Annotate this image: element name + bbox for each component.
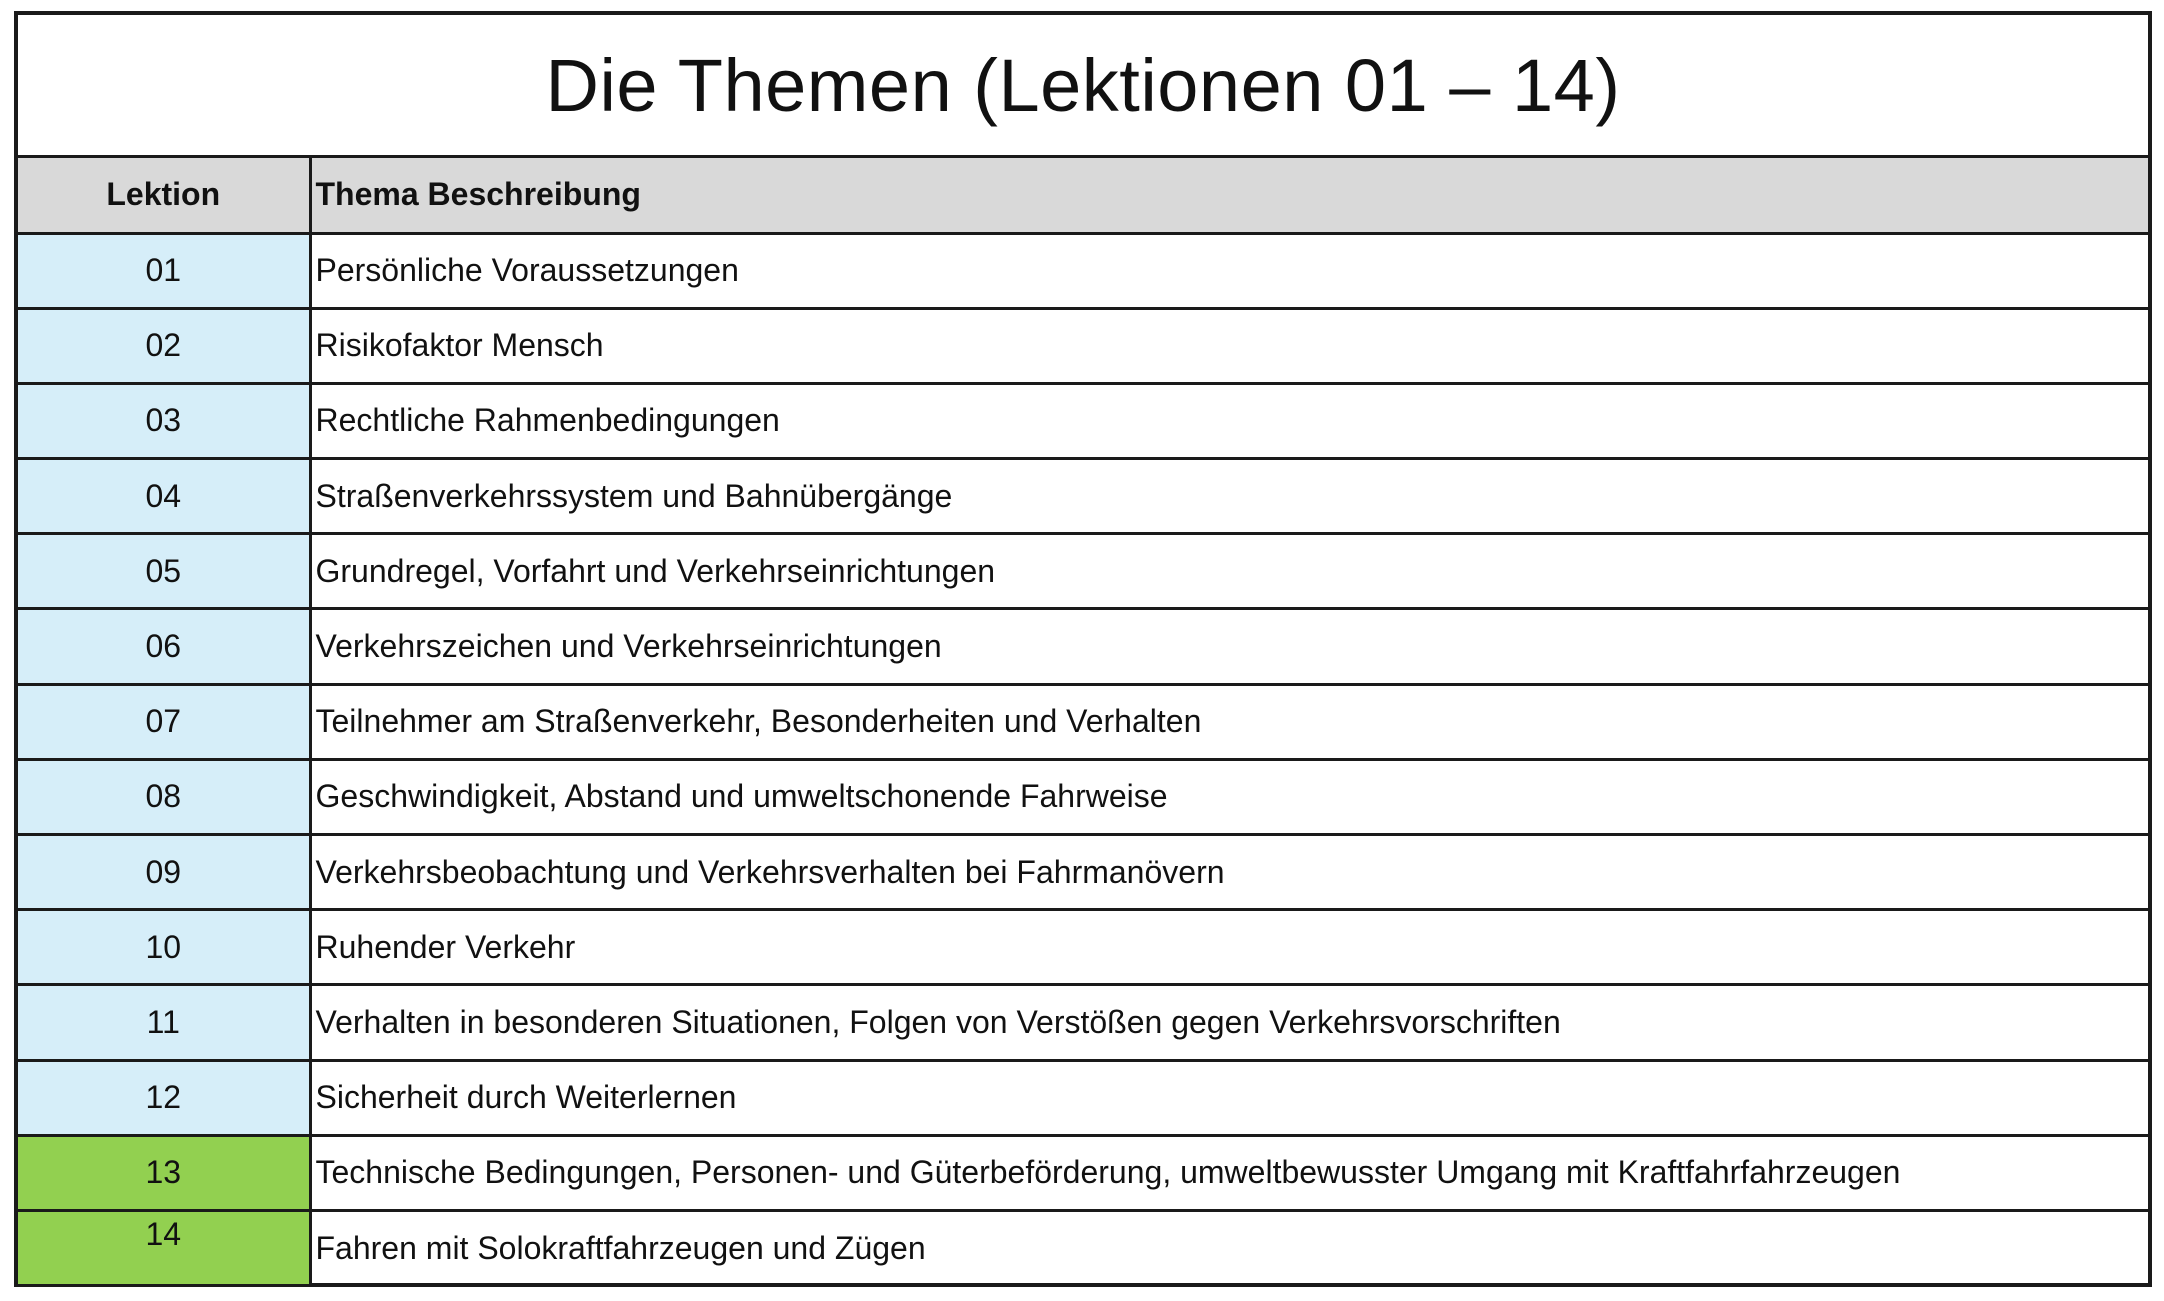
- table-row: [18, 835, 2148, 910]
- table-row: [18, 308, 2148, 383]
- lesson-number: 02: [18, 308, 310, 383]
- lesson-description: Grundregel, Vorfahrt und Verkehrseinrichtungen: [310, 534, 2148, 609]
- lesson-description: Ruhender Verkehr: [310, 910, 2148, 985]
- table-row: [18, 985, 2148, 1060]
- table-row: [18, 759, 2148, 834]
- lesson-description: Straßenverkehrssystem und Bahnübergänge: [310, 459, 2148, 534]
- table-row: [18, 233, 2148, 308]
- lesson-description: Rechtliche Rahmenbedingungen: [310, 383, 2148, 458]
- lesson-description: Persönliche Voraussetzungen: [310, 233, 2148, 308]
- table-row: [18, 1060, 2148, 1135]
- lesson-number: 11: [18, 985, 310, 1060]
- lesson-number: 08: [18, 759, 310, 834]
- lesson-number: 10: [18, 910, 310, 985]
- page-title: Die Themen (Lektionen 01 – 14): [18, 15, 2148, 158]
- table-row: [18, 910, 2148, 985]
- lesson-description: Verkehrszeichen und Verkehrseinrichtungen: [310, 609, 2148, 684]
- table-row: [18, 459, 2148, 534]
- lesson-description: Geschwindigkeit, Abstand und umweltschonende Fahrweise: [310, 759, 2148, 834]
- lesson-number: 07: [18, 684, 310, 759]
- table-row: [18, 684, 2148, 759]
- lesson-description: Verhalten in besonderen Situationen, Folgen von Verstößen gegen Verkehrsvorschriften: [310, 985, 2148, 1060]
- lesson-description: Verkehrsbeobachtung und Verkehrsverhalten bei Fahrmanövern: [310, 835, 2148, 910]
- lesson-description: Fahren mit Solokraftfahrzeugen und Zügen: [315, 1229, 926, 1266]
- lesson-number: 09: [18, 835, 310, 910]
- lesson-table: [18, 158, 2148, 1284]
- lesson-description: Teilnehmer am Straßenverkehr, Besonderheiten und Verhalten: [310, 684, 2148, 759]
- lesson-number: 04: [18, 459, 310, 534]
- lesson-number: 01: [18, 233, 310, 308]
- column-header-lektion: Lektion: [18, 158, 310, 233]
- lesson-number: 14: [18, 1210, 310, 1284]
- column-header-thema: Thema Beschreibung: [310, 158, 2148, 233]
- table-row: [18, 383, 2148, 458]
- lesson-description: Technische Bedingungen, Personen- und Güterbeförderung, umweltbewusster Umgang mit Kraftfahrfahrzeugen: [310, 1135, 2148, 1210]
- table-row: [18, 1210, 2148, 1284]
- lesson-number: 12: [18, 1060, 310, 1135]
- lesson-number: 05: [18, 534, 310, 609]
- lesson-number: 03: [18, 383, 310, 458]
- table-row: [18, 609, 2148, 684]
- table-row: [18, 1135, 2148, 1210]
- lesson-topics-sheet: [14, 11, 2152, 1287]
- table-row: [18, 534, 2148, 609]
- lesson-number: 06: [18, 609, 310, 684]
- lesson-number: 13: [18, 1135, 310, 1210]
- lesson-description: Risikofaktor Mensch: [310, 308, 2148, 383]
- lesson-description: Sicherheit durch Weiterlernen: [310, 1060, 2148, 1135]
- table-header-row: [18, 158, 2148, 233]
